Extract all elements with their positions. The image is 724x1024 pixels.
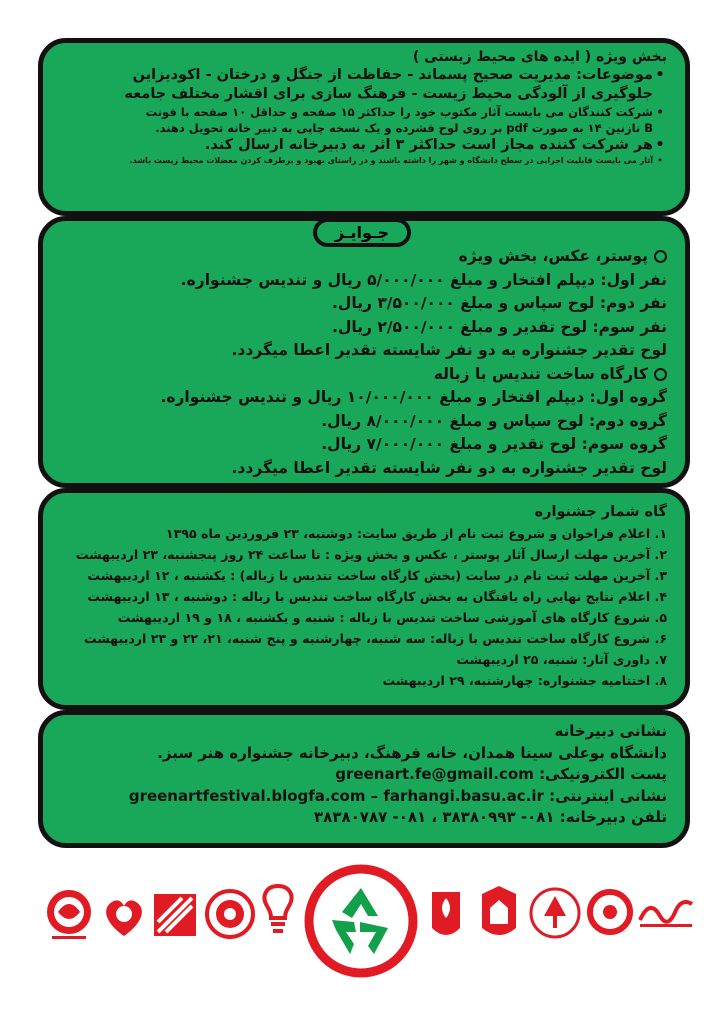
schedule-item: ۳. آخرین مهلت ثبت نام در سایت (بخش کارگاه ساخت تندیس با زباله) : یکشنبه ، ۱۲ اردیبهشت xyxy=(87,568,667,583)
web-link[interactable]: greenartfestival.blogfa.com – farhangi.basu.ac.ir xyxy=(128,786,544,805)
topics-line-2: جلوگیری از آلودگی محیط زیست - فرهنگ سازی برای اقشار مختلف جامعه xyxy=(124,86,653,102)
schedule-item: ۷. داوری آثار: شنبه، ۲۵ اردیبهشت xyxy=(456,652,667,667)
prizes-title: جـوایـز xyxy=(313,218,411,247)
tree-logo-icon xyxy=(528,886,582,940)
lamp-logo-icon xyxy=(258,882,298,944)
schedule-item: ۴. اعلام نتایج نهایی راه یافتگان به بخش کارگاه ساخت تندیس با زباله : دوشنبه ، ۱۳ اردیبهشت xyxy=(87,589,667,604)
prize-row: لوح تقدیر جشنواره به دو نفر شایسته تقدیر اعطا میگردد. xyxy=(231,341,667,359)
schedule-item: ۸. اختتامیه جشنواره: چهارشنبه، ۲۹ اردیبهشت xyxy=(382,673,667,688)
prize-row: نفر سوم: لوح تقدیر و مبلغ ۲/۵۰۰/۰۰۰ ریال. xyxy=(332,317,667,336)
circle-logo-icon xyxy=(586,888,634,936)
calligraphy-logo-icon xyxy=(636,890,696,934)
circle-bullet-icon xyxy=(654,250,667,263)
prize-row: گروه اول: دیپلم افتخار و مبلغ ۱۰/۰۰۰/۰۰۰ ریال و تندیس جشنواره. xyxy=(160,388,667,406)
rules-line: •شرکت کنندگان می بایست آثار مکتوب خود را حداکثر ۱۵ صفحه و حداقل ۱۰ صفحه با فونت xyxy=(145,105,664,119)
special-section-panel xyxy=(38,38,690,216)
limit-line: •هر شرکت کننده مجاز است حداکثر ۳ اثر به دبیرخانه ارسال کند. xyxy=(204,137,665,153)
schedule-title: گاه شمار جشنواره xyxy=(534,504,667,520)
note-line: •آثار می بایست قابلیت اجرایی در سطح دانشگاه و شهر را داشته باشند و در راستای بهبود و برطرف کردن معضلات محیط زیست باشد. xyxy=(129,156,663,165)
prizes-panel xyxy=(38,216,690,488)
email-link[interactable]: greenart.fe@gmail.com xyxy=(335,765,534,783)
contact-panel xyxy=(38,710,690,848)
web-label: نشانی اینترنتی: xyxy=(549,786,667,805)
seal-logo-icon xyxy=(204,888,256,940)
health-logo-icon xyxy=(100,892,148,940)
prize-row: نفر اول: دیپلم افتخار و مبلغ ۵/۰۰۰/۰۰۰ ریال و تندیس جشنواره. xyxy=(180,270,667,289)
email-label: پست الکترونیکی: xyxy=(539,765,667,783)
circle-bullet-icon xyxy=(654,368,667,381)
special-section-title: بخش ویژه ( ایده های محیط زیستی ) xyxy=(412,49,667,65)
schedule-panel xyxy=(38,488,690,710)
mosque-logo-icon xyxy=(426,884,466,946)
prize-row: نفر دوم: لوح سپاس و مبلغ ۳/۵۰۰/۰۰۰ ریال. xyxy=(332,294,667,312)
organization-logo-icon xyxy=(40,886,98,944)
contact-address: دانشگاه بوعلی سینا همدان، خانه فرهنگ، دبیرخانه جشنواره هنر سبز. xyxy=(157,743,667,762)
schedule-item: ۲. آخرین مهلت ارسال آثار پوستر ، عکس و بخش ویژه : تا ساعت ۲۴ روز پنجشنبه، ۲۳ اردیبهشت xyxy=(75,547,667,562)
prize-group-title: پوستر، عکس، بخش ویژه xyxy=(65,245,667,269)
contact-web-row xyxy=(65,786,667,808)
phone-label: تلفن دبیرخانه: xyxy=(559,808,667,826)
recycle-logo-icon xyxy=(302,862,420,980)
arts-logo-icon xyxy=(152,892,198,938)
contact-email-row xyxy=(65,764,667,786)
prize-row: لوح تقدیر جشنواره به دو نفر شایسته تقدیر اعطا میگردد. xyxy=(231,458,667,477)
sponsor-logos xyxy=(0,862,724,1012)
rules-line-2: B نازنین ۱۴ به صورت pdf بر روی لوح فشرده و یک نسخه چاپی به دبیر خانه تحویل دهند. xyxy=(155,121,653,135)
contact-phone-row xyxy=(65,807,667,829)
schedule-item: ۱. اعلام فراخوان و شروع ثبت نام از طریق سایت: دوشنبه، ۲۳ فروردین ماه ۱۳۹۵ xyxy=(165,526,667,541)
topics-line: •موضوعات: مدیریت صحیح پسماند - حفاظت از جنگل و درختان - اکودیزاین xyxy=(132,67,665,83)
prize-group-title: کارگاه ساخت تندیس با زباله xyxy=(65,363,667,387)
phone-number: ۰۸۱- ۳۸۳۸۰۹۹۳ ، ۰۸۱- ۳۸۳۸۰۷۸۷ xyxy=(314,808,555,826)
prize-row: گروه دوم: لوح سپاس و مبلغ ۸/۰۰۰/۰۰۰ ریال. xyxy=(321,411,667,430)
contact-title: نشانی دبیرخانه xyxy=(554,722,667,740)
prize-row: گروه سوم: لوح تقدیر و مبلغ ۷/۰۰۰/۰۰۰ ریال. xyxy=(321,435,667,453)
schedule-item: ۶. شروع کارگاه ساخت تندیس با زباله: سه شنبه، چهارشنبه و پنج شنبه، ۲۱، ۲۲ و ۲۳ اردیبهشت xyxy=(84,631,667,646)
university-logo-icon xyxy=(478,884,520,944)
schedule-item: ۵. شروع کارگاه های آموزشی ساخت تندیس با زباله : شنبه و یکشنبه ، ۱۸ و ۱۹ اردیبهشت xyxy=(117,610,667,625)
